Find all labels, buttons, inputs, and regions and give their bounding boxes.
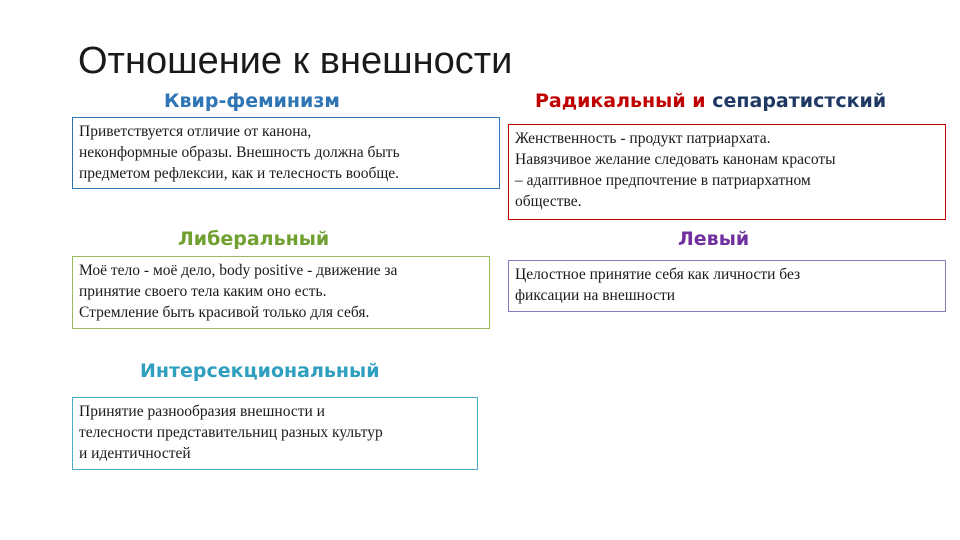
box-line: фиксации на внешности bbox=[515, 287, 676, 304]
heading-liberal: Либеральный bbox=[178, 228, 330, 250]
heading-queer-feminism: Квир-феминизм bbox=[164, 90, 340, 112]
heading-radical: Радикальный bbox=[535, 90, 686, 112]
heading-separatist: сепаратистский bbox=[712, 90, 887, 112]
box-line: Целостное принятие себя как личности без bbox=[515, 266, 801, 283]
box-left bbox=[508, 260, 946, 312]
box-line: Женственность - продукт патриархата. bbox=[515, 130, 771, 147]
box-line: Приветствуется отличие от канона, bbox=[79, 123, 312, 140]
box-liberal bbox=[72, 256, 490, 329]
box-line: неконформные образы. Внешность должна быть bbox=[79, 144, 400, 161]
box-line: предметом рефлексии, как и телесность вообще. bbox=[79, 165, 400, 182]
heading-intersectional: Интерсекциональный bbox=[140, 360, 380, 382]
box-line: Навязчивое желание следовать канонам красоты bbox=[515, 151, 836, 168]
box-line: обществе. bbox=[515, 193, 582, 210]
heading-and: и bbox=[685, 90, 713, 112]
box-line: – адаптивное предпочтение в патриархатном bbox=[515, 172, 811, 189]
heading-left: Левый bbox=[678, 228, 750, 250]
box-line: принятие своего тела каким оно есть. bbox=[79, 283, 327, 300]
heading-radical-separatist bbox=[535, 90, 886, 112]
slide-title: Отношение к внешности bbox=[78, 40, 513, 82]
box-line: и идентичностей bbox=[79, 445, 191, 462]
box-queer-feminism bbox=[72, 117, 500, 189]
box-line: Стремление быть красивой только для себя. bbox=[79, 304, 370, 321]
box-line: Моё тело - моё дело, body positive - движение за bbox=[79, 262, 398, 279]
box-radical-separatist bbox=[508, 124, 946, 220]
box-intersectional bbox=[72, 397, 478, 470]
box-line: Принятие разнообразия внешности и bbox=[79, 403, 325, 420]
box-line: телесности представительниц разных культур bbox=[79, 424, 383, 441]
